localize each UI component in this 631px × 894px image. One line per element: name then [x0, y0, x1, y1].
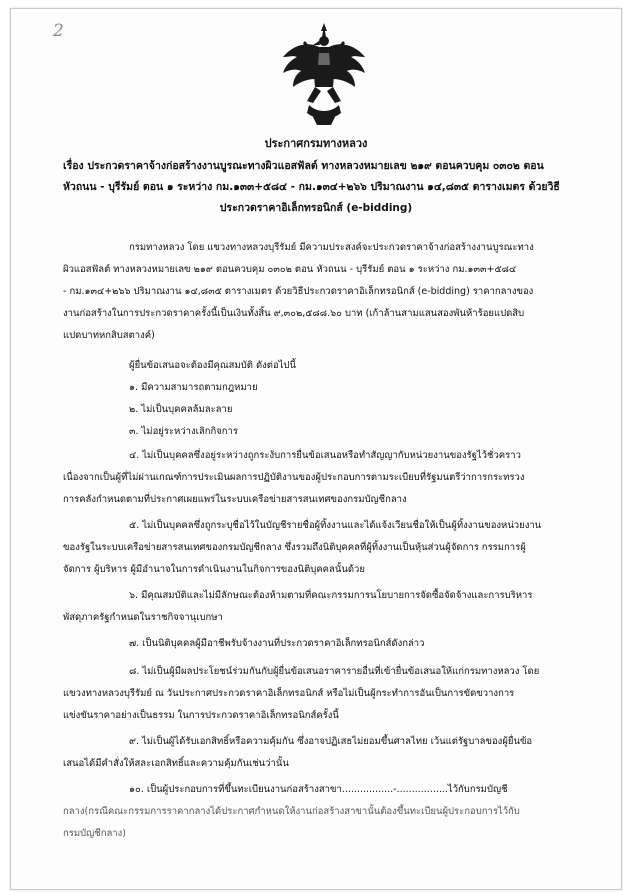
- qualification-line-20: กรมบัญชีกลาง): [63, 828, 126, 839]
- qualification-line-11: พัสดุภาครัฐกำหนดในราชกิจจานุเบกษา: [63, 612, 223, 623]
- qualification-line-6: การคลังกำหนดตามที่ประกาศเผยแพร่ในระบบเครือข่ายสารสนเทศของกรมบัญชีกลาง: [63, 494, 407, 505]
- qualification-line-13: ๘. ไม่เป็นผู้มีผลประโยชน์ร่วมกันกับผู้ยื่นข้อเสนอราคารายอื่นที่เข้ายื่นข้อเสนอให้แก่กรมทางหลวง โดย: [129, 666, 540, 677]
- qualification-line-4: ๔. ไม่เป็นบุคคลซึ่งอยู่ระหว่างถูกระงับการยื่นข้อเสนอหรือทำสัญญากับหน่วยงานของรัฐไว้ชั่วคราว: [129, 450, 521, 461]
- qualification-line-10: ๖. มีคุณสมบัติและไม่มีลักษณะต้องห้ามตามที่คณะกรรมการนโยบายการจัดซื้อจัดจ้างและการบริหาร: [129, 590, 533, 601]
- announcement-title: ประกาศกรมทางหลวง: [264, 137, 368, 150]
- qualification-line-2: ๒. ไม่เป็นบุคคลล้มละลาย: [129, 404, 233, 415]
- qualification-line-15: แข่งขันราคาอย่างเป็นธรรม ในการประกวดราคาอิเล็กทรอนิกส์ครั้งนี้: [63, 710, 339, 721]
- handwritten-page-number: 2: [53, 21, 64, 41]
- intro-line-4: งานก่อสร้างในการประกวดราคาครั้งนี้เป็นเงินทั้งสิ้น ๙,๓๐๒,๕๘๘.๖๐ บาท (เก้าล้านสามแสนสองพันห้าร้อยแปดสิบ: [63, 308, 525, 319]
- qualification-line-7: ๕. ไม่เป็นบุคคลซึ่งถูกระบุชื่อไว้ในบัญชีรายชื่อผู้ทิ้งงานและได้แจ้งเวียนชื่อให้เป็นผู้ทิ้งงานของหน่วยงาน: [129, 520, 542, 531]
- subject-line-3: ประกวดราคาอิเล็กทรอนิกส์ (e-bidding): [219, 202, 413, 214]
- intro-line-2: ผิวแอสฟัลต์ ทางหลวงหมายเลข ๒๑๙ ตอนควบคุม ๐๓๐๒ ตอน หัวถนน - บุรีรัมย์ ตอน ๑ ระหว่าง กม.๑๓๓+๕๘๔: [63, 264, 517, 275]
- qualification-line-17: เสนอได้มีคำสั่งให้สละเอกสิทธิ์และความคุ้มกันเช่นว่านั้น: [63, 758, 289, 769]
- qualification-line-16: ๙. ไม่เป็นผู้ได้รับเอกสิทธิ์หรือความคุ้มกัน ซึ่งอาจปฏิเสธไม่ยอมขึ้นศาลไทย เว้นแต่รัฐบาลของผู้ยื่นข้อ: [129, 736, 533, 747]
- qualification-line-19: กลาง(กรณีคณะกรรมการราคากลางได้ประกาศกำหนดให้งานก่อสร้างสาขานั้นต้องขึ้นทะเบียนผู้ประกอบการไว้กับ: [63, 806, 520, 817]
- qualification-line-3: ๓. ไม่อยู่ระหว่างเลิกกิจการ: [129, 426, 238, 437]
- garuda-emblem-icon: [279, 21, 369, 129]
- intro-line-1: กรมทางหลวง โดย แขวงทางหลวงบุรีรัมย์ มีความประสงค์จะประกวดราคาจ้างก่อสร้างงานบูรณะทาง: [129, 242, 534, 253]
- qualification-heading: ผู้ยื่นข้อเสนอจะต้องมีคุณสมบัติ ดังต่อไปนี้: [129, 360, 296, 371]
- qualification-line-14: แขวงทางหลวงบุรีรัมย์ ณ วันประกาศประกวดราคาอิเล็กทรอนิกส์ หรือไม่เป็นผู้กระทำการอันเป็นการขัดขวางการ: [63, 688, 515, 699]
- intro-line-3: - กม.๑๓๔+๒๖๖ ปริมาณงาน ๑๔,๘๓๕ ตารางเมตร ด้วยวิธีประกวดราคาอิเล็กทรอนิกส์ (e-bidding) ราคากลางของ: [63, 286, 534, 297]
- document-page: [10, 8, 622, 890]
- qualification-line-8: ของรัฐในระบบเครือข่ายสารสนเทศของกรมบัญชีกลาง ซึ่งรวมถึงนิติบุคคลที่ผู้ทิ้งงานเป็นหุ้นส่วนผู้จัดการ กรรมการผู้: [63, 542, 526, 553]
- subject-line-1: เรื่อง ประกวดราคาจ้างก่อสร้างงานบูรณะทางผิวแอสฟัลต์ ทางหลวงหมายเลข ๒๑๙ ตอนควบคุม ๐๓๐๒ ตอน: [63, 160, 544, 172]
- subject-line-2: หัวถนน - บุรีรัมย์ ตอน ๑ ระหว่าง กม.๑๓๓+๕๘๔ - กม.๑๓๔+๒๖๖ ปริมาณงาน ๑๔,๘๓๕ ตารางเมตร ด้วยวิธี: [63, 181, 560, 193]
- qualification-line-18: ๑๐. เป็นผู้ประกอบการที่ขึ้นทะเบียนงานก่อสร้างสาขา.................-.................ไว้กับกรมบัญชี: [129, 784, 508, 795]
- qualification-line-9: จัดการ ผู้บริหาร ผู้มีอำนาจในการดำเนินงานในกิจการของนิติบุคคลนั้นด้วย: [63, 564, 365, 575]
- qualification-line-12: ๗. เป็นนิติบุคคลผู้มีอาชีพรับจ้างงานที่ประกวดราคาอิเล็กทรอนิกส์ดังกล่าว: [129, 638, 425, 649]
- intro-line-5: แปดบาทหกสิบสตางค์): [63, 330, 155, 341]
- qualification-line-5: เนื่องจากเป็นผู้ที่ไม่ผ่านเกณฑ์การประเมินผลการปฏิบัติงานของผู้ประกอบการตามระเบียบที่รัฐมนตรีว่าการกระทรวง: [63, 472, 525, 483]
- qualification-line-1: ๑. มีความสามารถตามกฎหมาย: [129, 382, 258, 393]
